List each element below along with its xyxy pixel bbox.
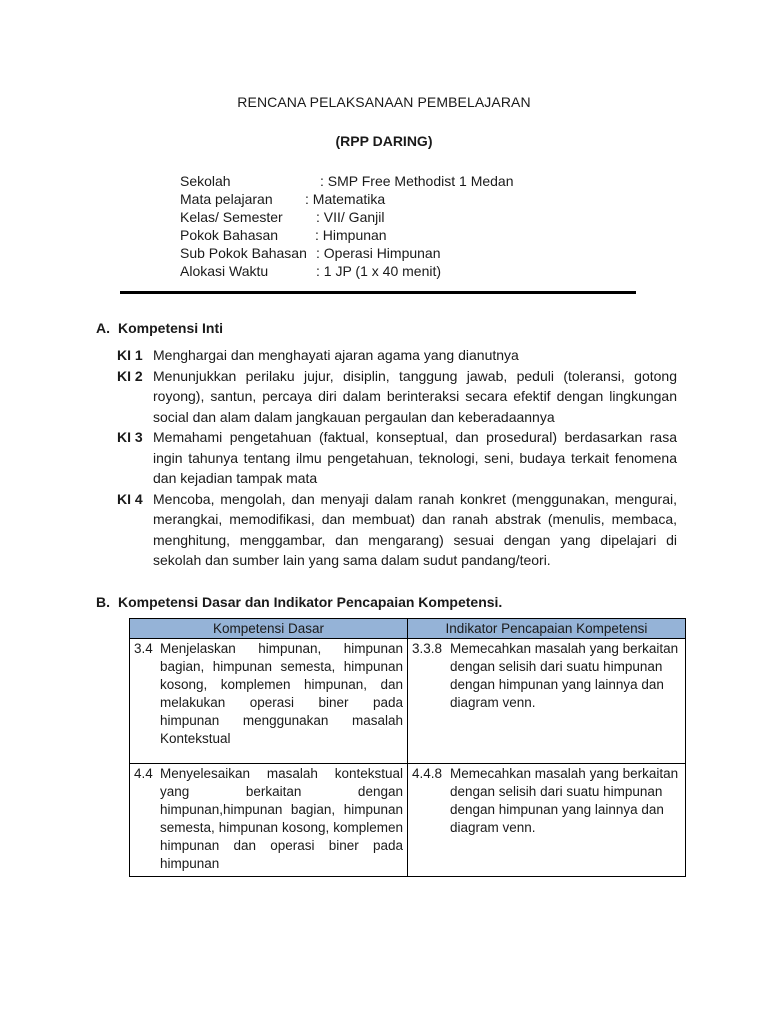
table-header-row bbox=[130, 619, 686, 639]
indikator-text: Memecahkan masalah yang berkaitan dengan selisih dari suatu himpunan dengan himpunan yang lainnya dan diagram venn. bbox=[450, 641, 679, 710]
ki-text: Menghargai dan menghayati ajaran agama yang dianutnya bbox=[153, 347, 519, 363]
list-item bbox=[117, 366, 677, 428]
identity-value: : VII/ Ganjil bbox=[316, 209, 385, 225]
section-letter: A. bbox=[96, 320, 110, 336]
kompetensi-dasar-table bbox=[129, 618, 686, 877]
ki-code: KI 4 bbox=[117, 490, 143, 507]
table-cell-kd bbox=[130, 764, 408, 877]
kd-text: Menjelaskan himpunan, himpunan bagian, himpunan semesta, himpunan kosong, komplemen himpunan, dan melakukan operasi biner pada himpunan menggunakan masalah Kontekstual bbox=[160, 641, 403, 746]
table-cell-kd bbox=[130, 639, 408, 764]
list-item bbox=[117, 427, 677, 489]
section-title: Kompetensi Dasar dan Indikator Pencapaian Kompetensi. bbox=[118, 594, 503, 610]
list-item bbox=[117, 345, 677, 366]
ki-code: KI 2 bbox=[117, 367, 143, 384]
indikator-number: 3.3.8 bbox=[412, 641, 443, 656]
kd-number: 4.4 bbox=[134, 766, 153, 781]
section-letter: B. bbox=[96, 594, 110, 610]
identity-value: : 1 JP (1 x 40 menit) bbox=[316, 263, 442, 279]
section-b-heading bbox=[96, 594, 502, 610]
ki-text: Menunjukkan perilaku jujur, disiplin, tanggung jawab, peduli (toleransi, gotong royong), santun, percaya diri dalam berinteraksi secara efektif dengan lingkungan social dan alam dalam jangkauan pergaulan dan keberadaannya bbox=[153, 367, 677, 425]
identity-value: : SMP Free Methodist 1 Medan bbox=[320, 173, 514, 189]
ki-text: Memahami pengetahuan (faktual, konseptual, dan prosedural) berdasarkan rasa ingin tahunya tentang ilmu pengetahuan, teknologi, seni, budaya terkait fenomena dan kejadian tampak mata bbox=[153, 429, 677, 486]
page-subtitle: (RPP DARING) bbox=[335, 133, 433, 149]
identity-label: Alokasi Waktu bbox=[180, 263, 269, 279]
kompetensi-inti-list bbox=[117, 345, 677, 571]
identity-label: Sub Pokok Bahasan bbox=[180, 245, 307, 261]
table-row bbox=[130, 764, 686, 877]
identity-label: Kelas/ Semester bbox=[180, 209, 283, 225]
identity-value: : Himpunan bbox=[315, 227, 387, 243]
table-row bbox=[130, 639, 686, 764]
table-cell-indikator bbox=[408, 639, 686, 764]
table-header-kd: Kompetensi Dasar bbox=[130, 619, 408, 639]
identity-label: Mata pelajaran bbox=[180, 191, 273, 207]
section-title: Kompetensi Inti bbox=[118, 320, 224, 336]
list-item bbox=[117, 489, 677, 571]
table-header-indikator: Indikator Pencapaian Kompetensi bbox=[408, 619, 686, 639]
ki-code: KI 3 bbox=[117, 429, 143, 445]
page-title: RENCANA PELAKSANAAN PEMBELAJARAN bbox=[237, 94, 531, 110]
kd-number: 3.4 bbox=[134, 641, 153, 656]
header-divider bbox=[120, 291, 636, 294]
identity-value: : Operasi Himpunan bbox=[316, 245, 441, 261]
identity-value: : Matematika bbox=[305, 191, 386, 207]
section-a-heading bbox=[96, 320, 223, 336]
indikator-number: 4.4.8 bbox=[412, 766, 443, 781]
ki-code: KI 1 bbox=[117, 347, 143, 363]
table-cell-indikator bbox=[408, 764, 686, 877]
kd-text: Menyelesaikan masalah kontekstual yang berkaitan dengan himpunan,himpunan bagian, himpunan semesta, himpunan kosong, komplemen himpunan dan operasi biner pada himpunan bbox=[160, 766, 403, 871]
identity-label: Sekolah bbox=[180, 173, 231, 189]
indikator-text: Memecahkan masalah yang berkaitan dengan selisih dari suatu himpunan dengan himpunan yang lainnya dan diagram venn. bbox=[450, 766, 679, 835]
ki-text: Mencoba, mengolah, dan menyaji dalam ranah konkret (menggunakan, mengurai, merangkai, memodifikasi, dan membuat) dan ranah abstrak (menulis, membaca, menghitung, menggambar, dan mengarang) sesuai dengan yang dipelajari di sekolah dan sumber lain yang sama dalam sudut pandang/teori. bbox=[153, 490, 677, 568]
identity-label: Pokok Bahasan bbox=[180, 227, 279, 243]
